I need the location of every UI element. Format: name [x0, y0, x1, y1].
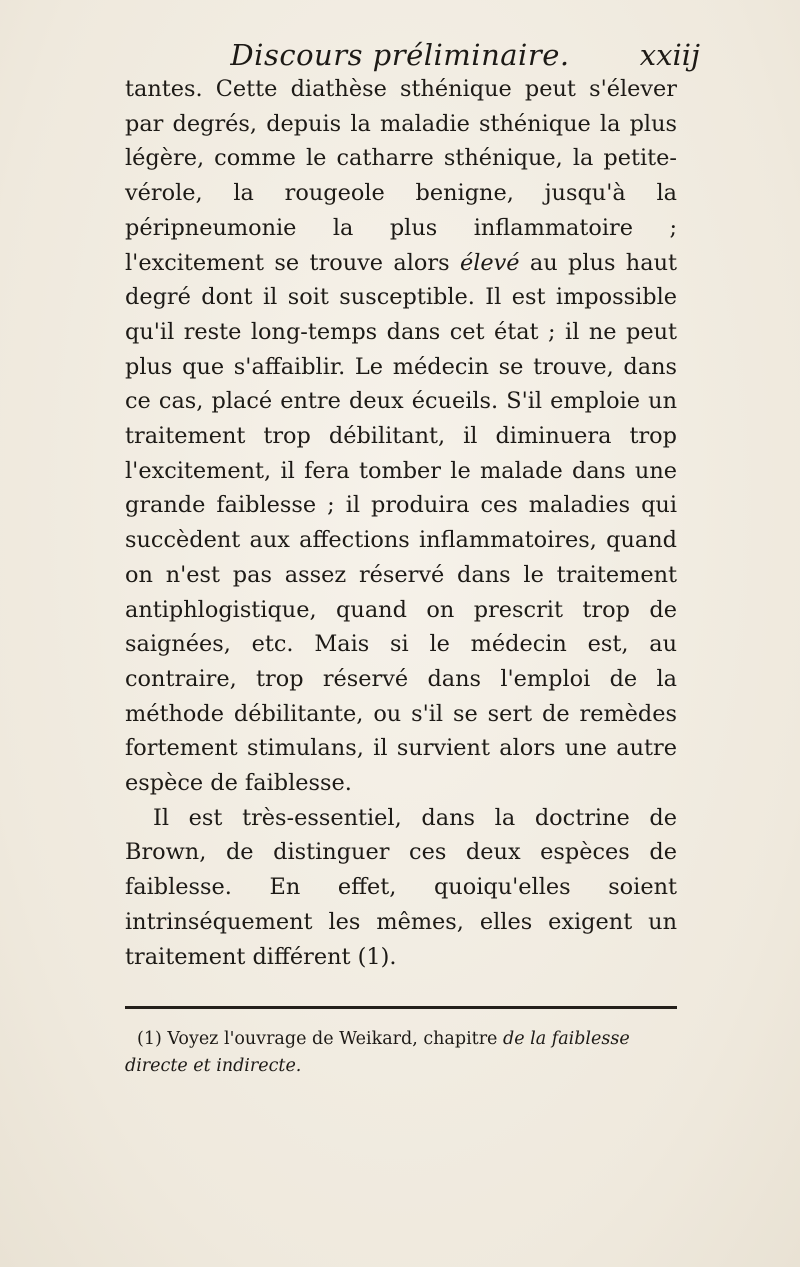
paragraph-1-part-a: tantes. Cette diathèse sthénique peut s'élever par degrés, depuis la maladie sthénique la plus légère, comme le catharre sthénique, la petite-vérole, la rougeole benigne, jusqu'à la péripneumonie la plus inflammatoire ; l'excitement se trouve alors: [125, 76, 677, 276]
page-number: xxiij: [639, 38, 700, 72]
footnote-emphasis: de la faiblesse directe et indirecte.: [125, 1029, 630, 1076]
paragraph-1: [125, 72, 677, 801]
paragraph-2: Il est très-essentiel, dans la doctrine de Brown, de distinguer ces deux espèces de faiblesse. En effet, quoiqu'elles soient intrinséquement les mêmes, elles exigent un traitement différent (1).: [125, 804, 677, 970]
body-text: [125, 72, 677, 974]
paragraph-1-emphasis: élevé: [459, 249, 520, 276]
footnote-rule: [125, 1006, 677, 1009]
footnote-mark: (1): [137, 1029, 162, 1049]
paragraph-1-part-b: au plus haut degré dont il soit susceptible. Il est impossible qu'il reste long-temps dans cet état ; il ne peut plus que s'affaiblir. Le médecin se trouve, dans ce cas, placé entre deux écueils. S'il emploie un traitement trop débilitant, il diminuera trop l'excitement, il fera tomber le malade dans une grande faiblesse ; il produira ces maladies qui succèdent aux affections inflammatoires, quand on n'est pas assez réservé dans le traitement antiphlogistique, quand on prescrit trop de saignées, etc. Mais si le médecin est, au contraire, trop réservé dans l'emploi de la méthode débilitante, ou s'il se sert de remèdes fortement stimulans, il survient alors une autre espèce de faiblesse.: [125, 249, 677, 797]
footnote-text: Voyez l'ouvrage de Weikard, chapitre: [167, 1029, 498, 1049]
running-title: Discours préliminaire.: [230, 38, 570, 72]
footnote: [125, 1026, 677, 1080]
